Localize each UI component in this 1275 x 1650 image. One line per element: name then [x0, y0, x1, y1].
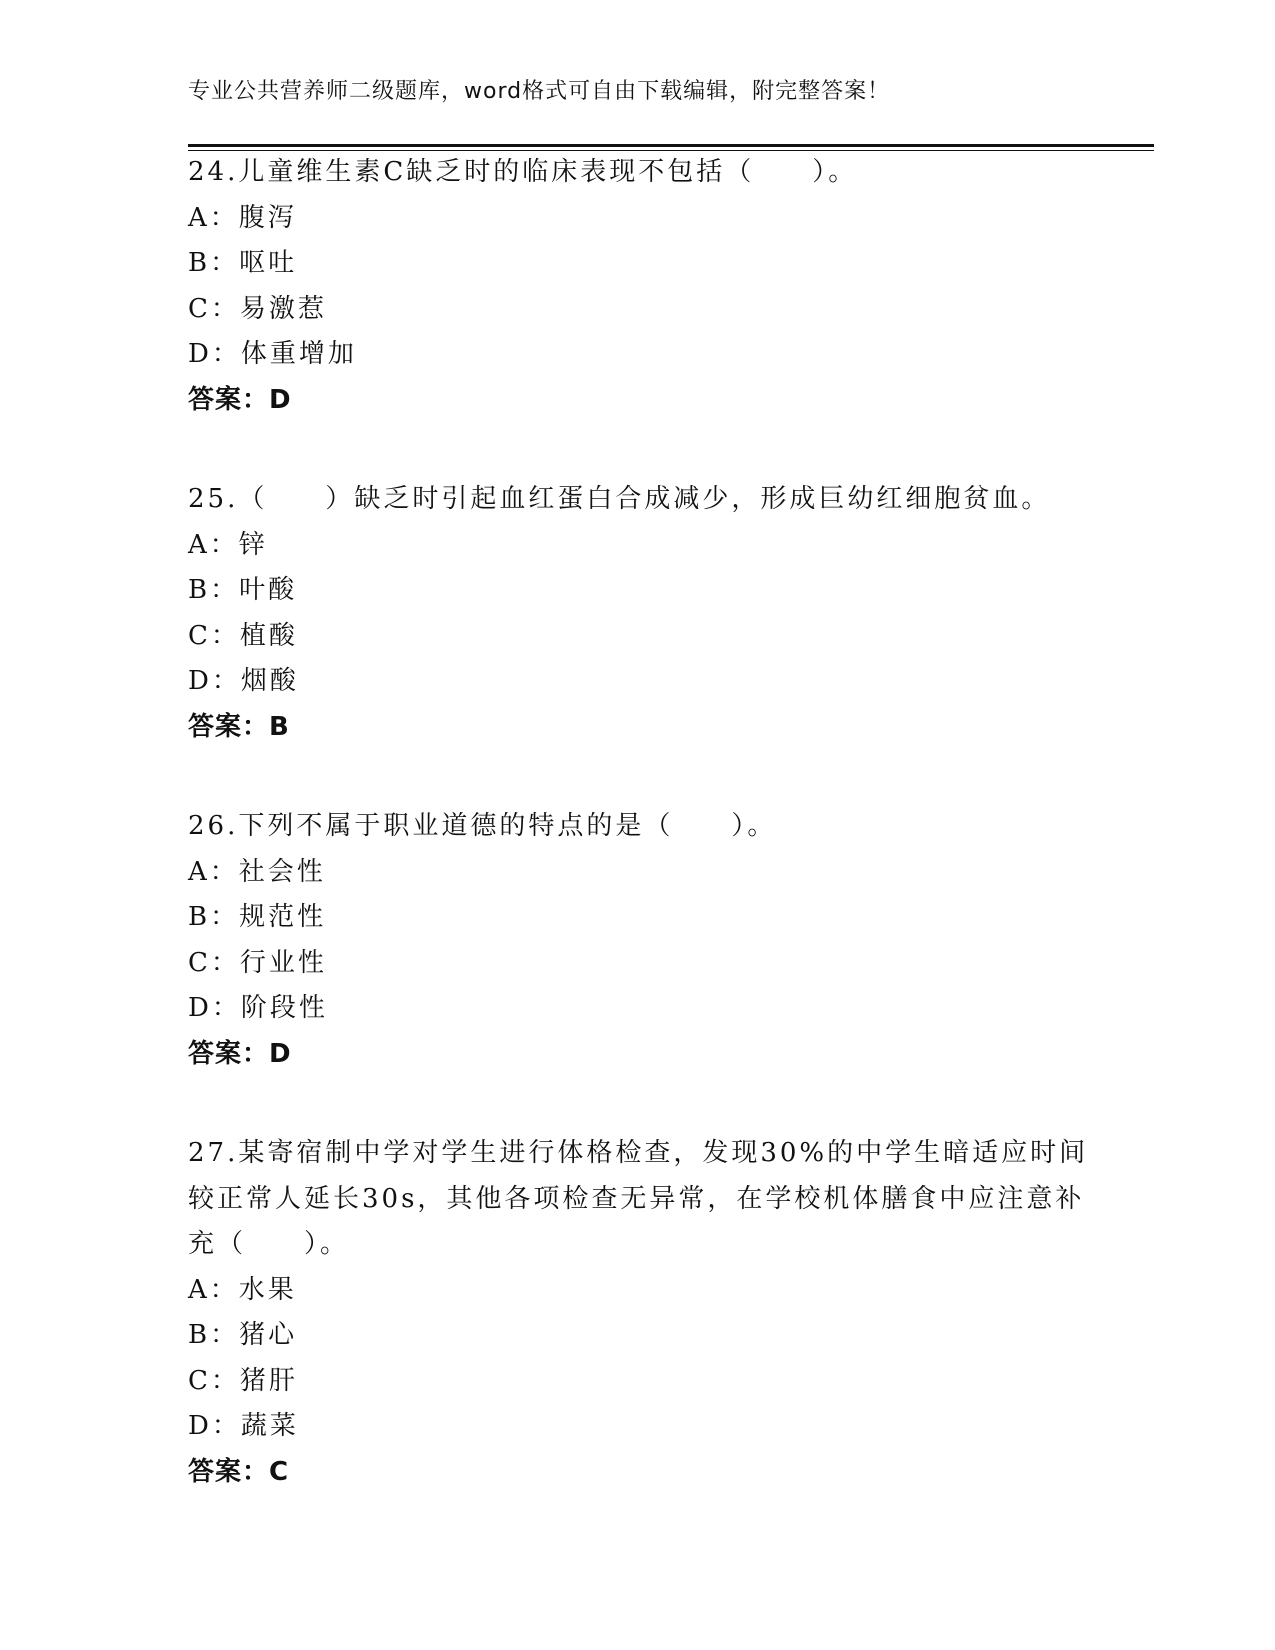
option-a: A：水果 — [188, 1274, 297, 1305]
question-stem-line-1: 27.某寄宿制中学对学生进行体格检查，发现30%的中学生暗适应时间 — [188, 1138, 1089, 1168]
option-d: D：烟酸 — [188, 666, 299, 696]
page-header: 专业公共营养师二级题库，word格式可自由下载编辑，附完整答案！ — [188, 79, 891, 104]
option-c: C：易激惹 — [188, 293, 327, 324]
option-b: B：叶酸 — [188, 575, 298, 605]
option-c: C：植酸 — [188, 620, 298, 651]
option-d: D：阶段性 — [188, 993, 328, 1023]
option-d: D：体重增加 — [188, 339, 357, 369]
question-25 — [188, 477, 1088, 750]
answer: 答案：D — [188, 1038, 292, 1069]
option-d: D：蔬菜 — [188, 1411, 299, 1441]
option-a: A：腹泻 — [188, 202, 297, 233]
answer: 答案：D — [188, 384, 292, 415]
option-b: B：呕吐 — [188, 248, 298, 278]
option-a: A：社会性 — [188, 856, 326, 887]
question-26 — [188, 804, 1088, 1077]
answer: 答案：C — [188, 1456, 290, 1487]
question-stem: 25.（ ）缺乏时引起血红蛋白合成减少，形成巨幼红细胞贫血。 — [188, 484, 1051, 514]
option-c: C：行业性 — [188, 947, 327, 978]
question-stem-line-3: 充（ ）。 — [188, 1229, 350, 1259]
option-a: A：锌 — [188, 529, 268, 560]
question-stem: 24.儿童维生素C缺乏时的临床表现不包括（ ）。 — [188, 157, 858, 187]
question-stem-line-2: 较正常人延长30s，其他各项检查无异常，在学校机体膳食中应注意补 — [188, 1183, 1085, 1214]
question-stem: 26.下列不属于职业道德的特点的是（ ）。 — [188, 811, 777, 841]
question-24 — [188, 150, 1088, 423]
option-b: B：猪心 — [188, 1320, 298, 1350]
question-27 — [188, 1131, 1088, 1495]
answer: 答案：B — [188, 711, 290, 742]
option-b: B：规范性 — [188, 902, 327, 932]
header-rule-thick — [188, 144, 1154, 147]
option-c: C：猪肝 — [188, 1365, 298, 1396]
